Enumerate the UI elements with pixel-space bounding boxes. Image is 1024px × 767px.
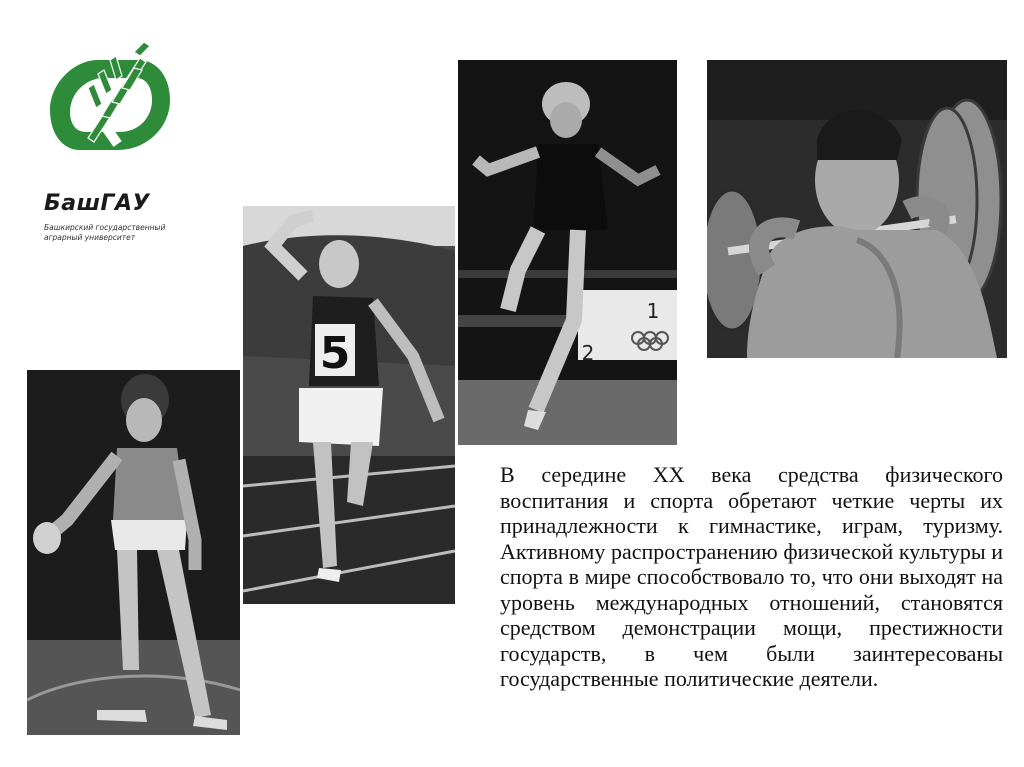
hurdle-marker-2: 2	[581, 341, 595, 365]
logo-subtitle-line1: Башкирский государственный	[44, 223, 166, 232]
main-paragraph: В середине XX века средства физического воспитания и спорта обретают четкие черты их принадлежности к гимнастике, играм, туризму. Активному распространению физической культуры и спорта в мире способствовало то, что они выходят на уровень международных отношений, становятся средством демонстрации мощи, престижности государств, в чем были заинтересованы государственные политические деятели.	[500, 462, 1003, 691]
university-logo	[40, 38, 180, 242]
logo-name: БашГАУ	[44, 191, 150, 216]
logo-subtitle-line2: аграрный университет	[44, 233, 136, 242]
photo-discus-thrower	[27, 370, 240, 735]
wheat-leaf-logo-icon	[40, 38, 180, 168]
photo-weightlifter	[707, 60, 1007, 358]
hurdle-marker-1: 1	[646, 299, 660, 323]
photo-runner	[243, 206, 455, 604]
logo-subtitle	[44, 223, 194, 243]
photo-hurdle-runner	[458, 60, 677, 445]
runner-bib-number: 5	[319, 328, 351, 379]
